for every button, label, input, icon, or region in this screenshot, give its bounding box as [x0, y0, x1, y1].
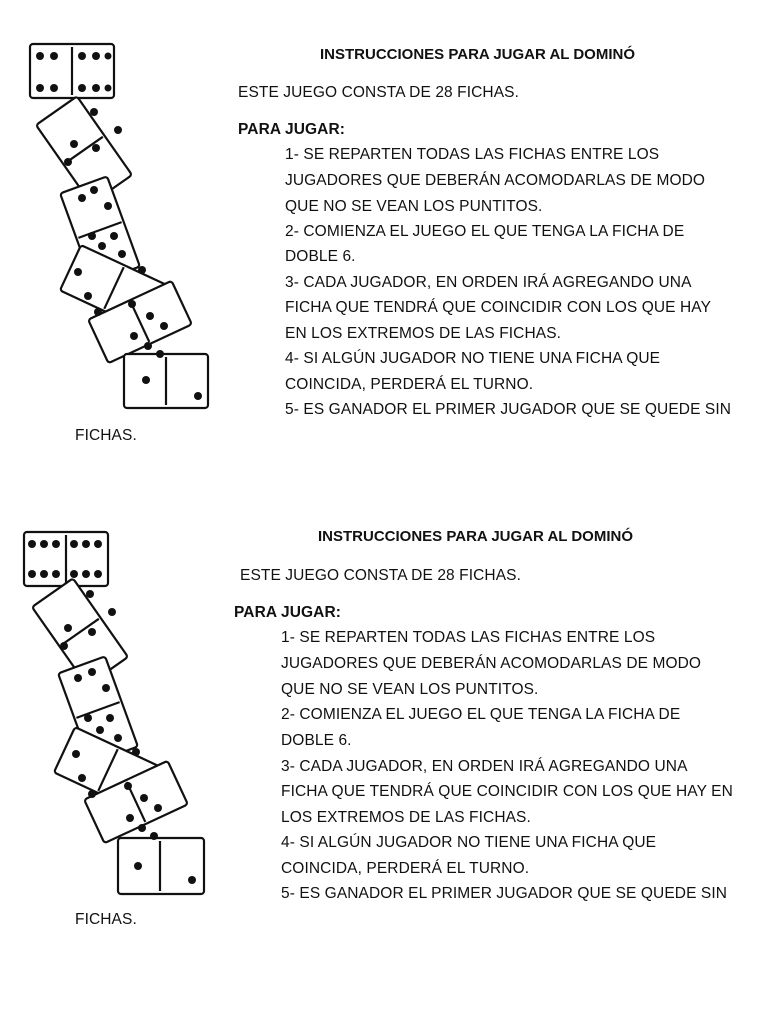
instruction-line: 1- SE REPARTEN TODAS LAS FICHAS ENTRE LOS	[285, 146, 660, 163]
instruction-line: DOBLE 6.	[285, 248, 356, 265]
instruction-line: QUE NO SE VEAN LOS PUNTITOS.	[285, 198, 543, 215]
instruction-line: LOS EXTREMOS DE LAS FICHAS.	[281, 809, 531, 826]
domino-chain-illustration	[22, 40, 222, 420]
instruction-line: DOBLE 6.	[281, 732, 352, 749]
intro-text: ESTE JUEGO CONSTA DE 28 FICHAS.	[240, 567, 522, 584]
instruction-tail: FICHAS.	[75, 911, 137, 928]
instruction-line: 3- CADA JUGADOR, EN ORDEN IRÁ AGREGANDO UNA	[285, 274, 692, 291]
instruction-line: 4- SI ALGÚN JUGADOR NO TIENE UNA FICHA QUE	[281, 834, 657, 851]
domino-chain-illustration	[18, 522, 218, 902]
page-title: INSTRUCCIONES PARA JUGAR AL DOMINÓ	[318, 528, 634, 545]
intro-text: ESTE JUEGO CONSTA DE 28 FICHAS.	[238, 84, 520, 101]
instructions-section-1	[0, 0, 768, 460]
instruction-line: JUGADORES QUE DEBERÁN ACOMODARLAS DE MODO	[285, 172, 706, 189]
instruction-line: COINCIDA, PERDERÁ EL TURNO.	[281, 860, 530, 877]
instruction-line: 2- COMIENZA EL JUEGO EL QUE TENGA LA FICHA DE	[285, 223, 685, 240]
instruction-line: QUE NO SE VEAN LOS PUNTITOS.	[281, 681, 539, 698]
instruction-line: COINCIDA, PERDERÁ EL TURNO.	[285, 376, 534, 393]
instruction-line: JUGADORES QUE DEBERÁN ACOMODARLAS DE MODO	[281, 655, 702, 672]
instruction-line: EN LOS EXTREMOS DE LAS FICHAS.	[285, 325, 562, 342]
instruction-line: 2- COMIENZA EL JUEGO EL QUE TENGA LA FICHA DE	[281, 706, 681, 723]
instruction-line: FICHA QUE TENDRÁ QUE COINCIDIR CON LOS QUE HAY EN	[281, 783, 733, 800]
instruction-tail: FICHAS.	[75, 427, 137, 444]
instruction-line: 1- SE REPARTEN TODAS LAS FICHAS ENTRE LOS	[281, 629, 656, 646]
instruction-line: 5- ES GANADOR EL PRIMER JUGADOR QUE SE QUEDE SIN	[285, 401, 732, 418]
section-subtitle: PARA JUGAR:	[234, 604, 342, 621]
instruction-line: 3- CADA JUGADOR, EN ORDEN IRÁ AGREGANDO UNA	[281, 758, 688, 775]
section-subtitle: PARA JUGAR:	[238, 121, 346, 138]
page-title: INSTRUCCIONES PARA JUGAR AL DOMINÓ	[320, 46, 636, 63]
instruction-line: 4- SI ALGÚN JUGADOR NO TIENE UNA FICHA QUE	[285, 350, 661, 367]
instruction-line: 5- ES GANADOR EL PRIMER JUGADOR QUE SE QUEDE SIN	[281, 885, 728, 902]
domino-tile	[24, 532, 108, 586]
instruction-line: FICHA QUE TENDRÁ QUE COINCIDIR CON LOS QUE HAY	[285, 299, 712, 316]
instructions-section-2	[0, 482, 768, 952]
